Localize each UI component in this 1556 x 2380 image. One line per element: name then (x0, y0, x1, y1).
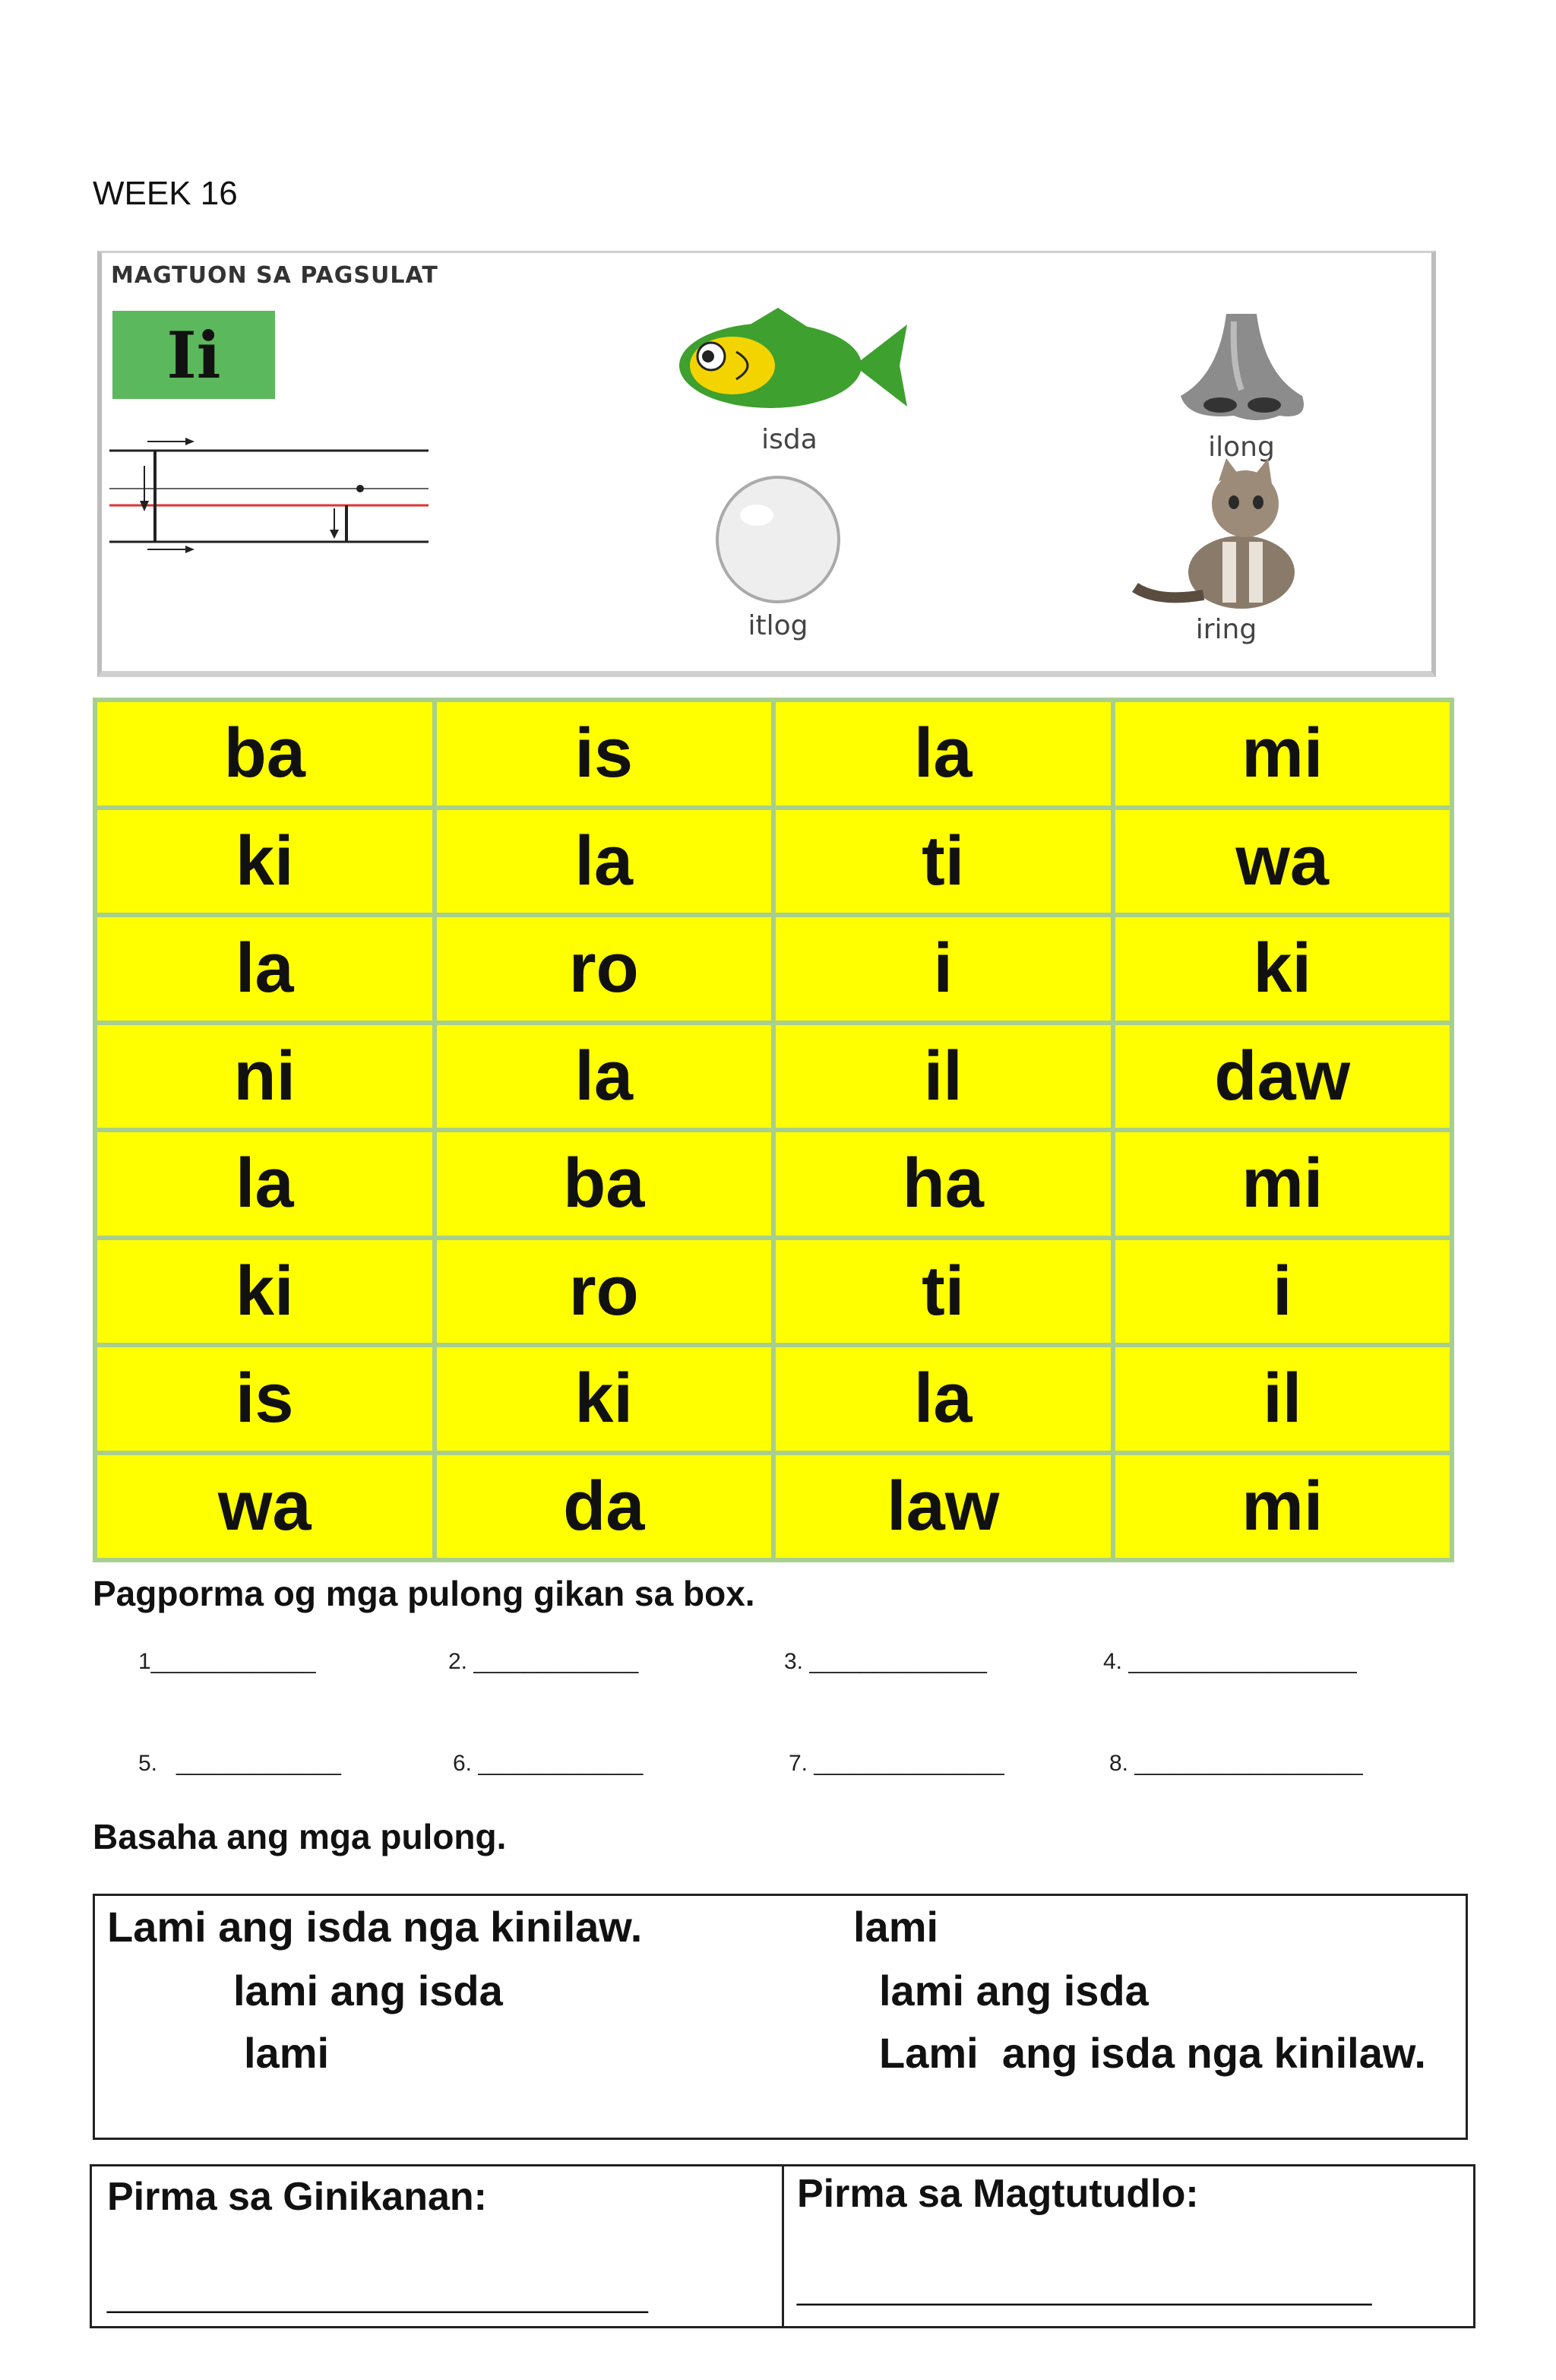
read-words-heading: Basaha ang mga pulong. (93, 1817, 507, 1856)
syllable-cell: ni (97, 1025, 432, 1128)
letter-label: Ii (166, 317, 221, 393)
teacher-signature-label: Pirma sa Magtutudlo: (797, 2172, 1199, 2216)
parent-signature-line[interactable]: ________________________________ (107, 2280, 648, 2314)
picture-label: itlog (748, 610, 808, 641)
syllable-cell: ki (97, 810, 432, 913)
nose-icon (1150, 306, 1333, 428)
cat-icon (1112, 458, 1340, 610)
picture-label: isda (761, 424, 818, 455)
syllable-cell: daw (1115, 1025, 1450, 1128)
syllable-cell: la (776, 1347, 1111, 1451)
parent-signature-label: Pirma sa Ginikanan: (107, 2175, 487, 2219)
teacher-signature-line[interactable]: __________________________________ (797, 2273, 1372, 2306)
picture-iring (1112, 458, 1340, 645)
reading-line: lami (853, 1903, 939, 1951)
answer-blank-7[interactable]: 7. _______________ (789, 1751, 1004, 1776)
syllable-cell: mi (1115, 702, 1450, 805)
syllable-cell: ti (776, 810, 1111, 913)
syllable-cell: ba (97, 702, 432, 805)
syllable-cell: la (437, 810, 772, 913)
syllable-cell: i (776, 917, 1111, 1021)
fish-icon (664, 306, 915, 420)
syllable-cell: is (97, 1347, 432, 1451)
answer-blank-6[interactable]: 6. _____________ (453, 1751, 644, 1776)
week-label: WEEK 16 (93, 175, 238, 212)
signature-box (90, 2164, 1475, 2328)
picture-itlog (702, 470, 854, 641)
answer-blank-1[interactable]: 1_____________ (138, 1649, 316, 1674)
reading-line: lami (244, 2029, 330, 2077)
letter-picture-panel (97, 251, 1436, 677)
syllable-cell: ha (776, 1132, 1111, 1236)
reading-line: Lami ang isda nga kinilaw. (107, 1903, 643, 1951)
reading-box (93, 1894, 1468, 2140)
syllable-cell: ki (437, 1347, 772, 1451)
syllable-cell: ti (776, 1240, 1111, 1343)
letter-box (112, 311, 275, 399)
picture-ilong (1150, 306, 1333, 463)
syllable-cell: mi (1115, 1132, 1450, 1236)
syllable-cell: ro (437, 917, 772, 1021)
syllable-cell: la (437, 1025, 772, 1128)
egg-icon (702, 470, 854, 606)
reading-line: lami ang isda (233, 1967, 503, 2014)
syllable-cell: wa (1115, 810, 1450, 913)
reading-line: Lami ang isda nga kinilaw. (879, 2029, 1426, 2077)
syllable-cell: la (97, 917, 432, 1021)
picture-isda (664, 306, 915, 455)
syllable-cell: da (437, 1455, 772, 1559)
syllable-cell: mi (1115, 1455, 1450, 1559)
picture-label: iring (1195, 614, 1257, 645)
syllable-cell: ki (97, 1240, 432, 1343)
syllable-cell: ba (437, 1132, 772, 1236)
stroke-guide-icon (109, 435, 429, 557)
picture-label: ilong (1208, 432, 1275, 463)
syllable-cell: ro (437, 1240, 772, 1343)
answer-blank-3[interactable]: 3. ______________ (784, 1649, 987, 1674)
syllable-cell: la (776, 702, 1111, 805)
answer-blank-2[interactable]: 2. _____________ (448, 1649, 639, 1674)
syllable-cell: i (1115, 1240, 1450, 1343)
syllable-grid (93, 698, 1454, 1562)
syllable-cell: il (776, 1025, 1111, 1128)
reading-line: lami ang isda (879, 1967, 1149, 2014)
syllable-cell: ki (1115, 917, 1450, 1021)
syllable-cell: is (437, 702, 772, 805)
form-words-heading: Pagporma og mga pulong gikan sa box. (93, 1574, 755, 1613)
panel-title: MAGTUON SA PAGSULAT (111, 262, 438, 289)
syllable-cell: il (1115, 1347, 1450, 1451)
syllable-cell: la (97, 1132, 432, 1236)
answer-blank-4[interactable]: 4. __________________ (1103, 1649, 1357, 1674)
answer-blank-5[interactable]: 5. _____________ (138, 1751, 341, 1776)
answer-blank-8[interactable]: 8. __________________ (1109, 1751, 1363, 1776)
syllable-cell: law (776, 1455, 1111, 1559)
signature-divider (782, 2166, 784, 2326)
syllable-cell: wa (97, 1455, 432, 1559)
